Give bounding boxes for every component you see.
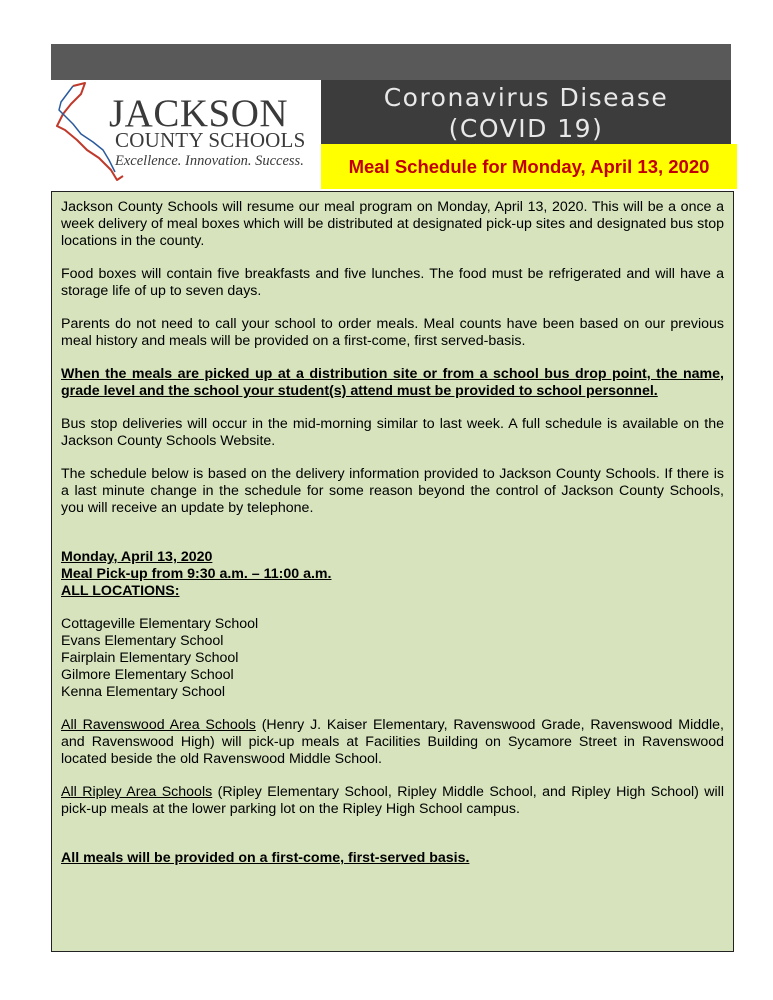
ravenswood-text: (Henry J. Kaiser Elementary, Ravenswood Grade, Ravenswood Middle, and Ravenswood High) will pick-up meals at Facilities Building on Sycamore Street in Ravenswood located beside the old Ravenswood Middle School. [61,717,724,767]
paragraph-parents: Parents do not need to call your school to order meals. Meal counts have been based on our previous meal history and meals will be provided on a first-come, first served-basis. [61,316,724,349]
paragraph-food-boxes: Food boxes will contain five breakfasts and five lunches. The food must be refrigerated and will have a storage life of up to seven days. [61,266,724,299]
list-item: Kenna Elementary School [61,684,226,700]
paragraph-intro: Jackson County Schools will resume our meal program on Monday, April 13, 2020. This will be a once a week delivery of meal boxes which will be distributed at designated pick-up sites and designated bus stop locations in the county. [61,199,724,249]
schedule-date: Monday, April 13, 2020 [61,549,213,565]
paragraph-ravenswood [61,717,724,768]
paragraph-schedule-note: The schedule below is based on the delivery information provided to Jackson County Schools. If there is a last minute change in the schedule for some reason beyond the control of Jackson County Schools, you will receive an update by telephone. [61,466,724,516]
title-line-2: (COVID 19) [448,114,604,143]
schedule-heading: ALL LOCATIONS: [61,583,180,599]
logo-tagline: Excellence. Innovation. Success. [115,153,304,169]
header-bar [51,44,731,80]
paragraph-bus-stops: Bus stop deliveries will occur in the mid-morning similar to last week. A full schedule is available on the Jackson County Schools Website. [61,416,724,449]
paragraph-ripley [61,784,724,818]
school-logo [51,80,321,188]
list-item: Fairplain Elementary School [61,650,239,666]
covid-title [321,80,731,144]
paragraph-pickup-requirements: When the meals are picked up at a distribution site or from a school bus drop point, the name, grade level and the school your student(s) attend must be provided to school personnel. [61,366,724,399]
ripley-text: (Ripley Elementary School, Ripley Middle School, and Ripley High School) will pick-up meals at the lower parking lot on the Ripley High School campus. [61,784,724,817]
announcement-body [51,191,734,952]
ripley-label: All Ripley Area Schools [61,784,213,800]
list-item: Cottageville Elementary School [61,616,259,632]
meal-schedule-banner: Meal Schedule for Monday, April 13, 2020 [321,144,737,189]
closing-note: All meals will be provided on a first-come, first-served basis. [61,850,470,866]
logo-name-big: JACKSON [109,92,289,135]
schedule-time: Meal Pick-up from 9:30 a.m. – 11:00 a.m. [61,566,332,582]
logo-name-small: COUNTY SCHOOLS [115,128,306,152]
list-item: Evans Elementary School [61,633,224,649]
title-line-1: Coronavirus Disease [383,83,669,112]
list-item: Gilmore Elementary School [61,667,234,683]
ravenswood-label: All Ravenswood Area Schools [61,717,256,733]
